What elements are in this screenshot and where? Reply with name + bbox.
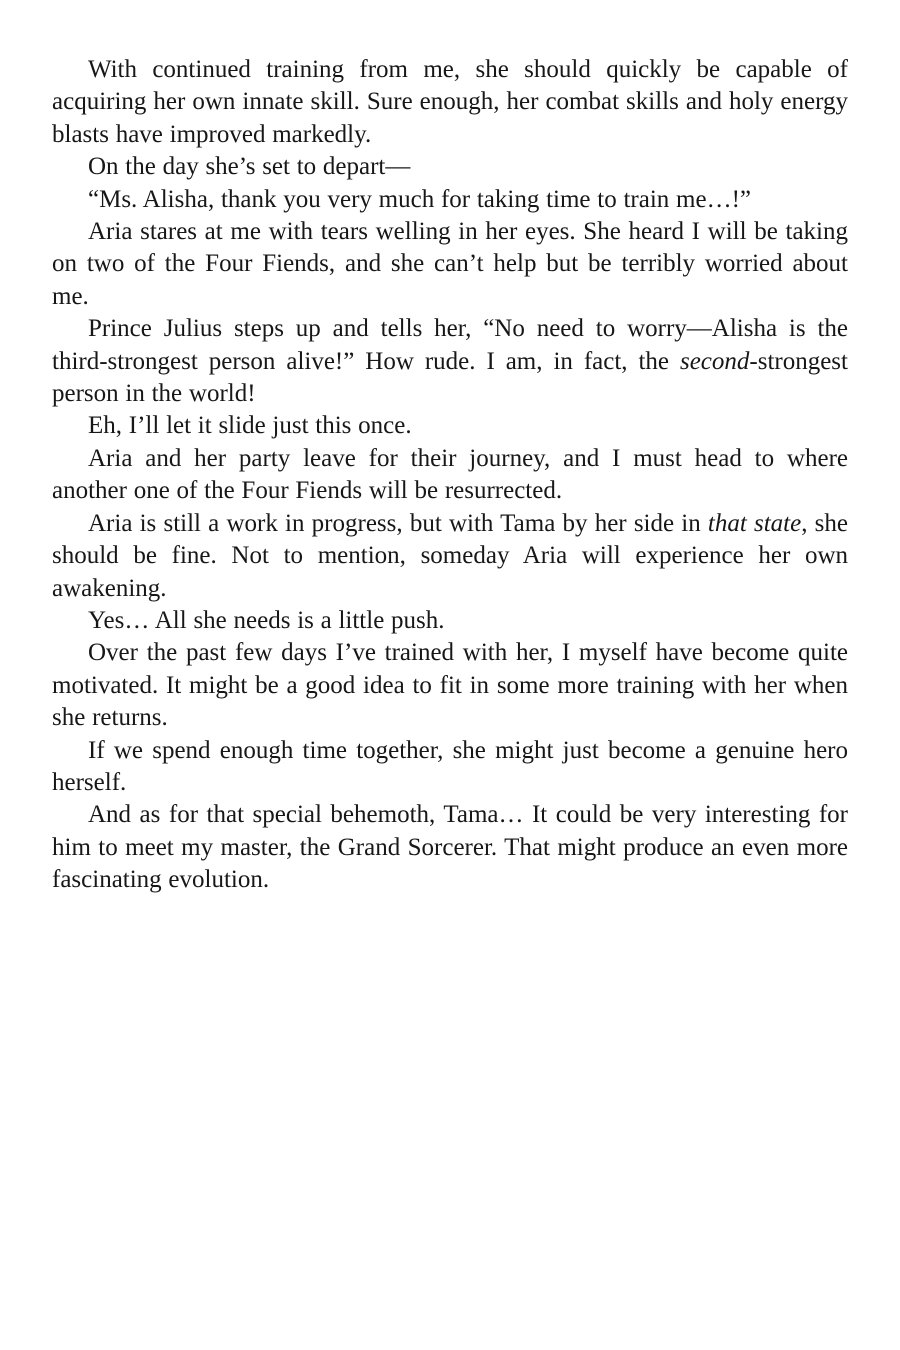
paragraph [52, 443, 848, 508]
text-run: -strongest person in the world! [52, 347, 848, 408]
paragraph [52, 508, 848, 605]
text-run: If we spend enough time together, she might just become a genuine hero herself. [52, 736, 848, 796]
paragraph [52, 184, 848, 216]
paragraph [52, 605, 848, 637]
text-run: Yes… All she needs is a little push. [88, 606, 445, 634]
text-run: Over the past few days I’ve trained with her, I myself have become quite motivated. It might be a good idea to fit in some more training with her when she returns. [52, 639, 848, 732]
text-run: Aria stares at me with tears welling in her eyes. She heard I will be taking on two of the Four Fiends, and she can’t help but be terribly worried about me. [52, 218, 848, 310]
paragraph [52, 410, 848, 442]
paragraph [52, 216, 848, 313]
text-run: “Ms. Alisha, thank you very much for taking time to train me…!” [88, 185, 751, 213]
paragraph [52, 313, 848, 410]
paragraph [52, 735, 848, 800]
paragraph [52, 799, 848, 896]
paragraph [52, 54, 848, 151]
paragraph [52, 151, 848, 183]
text-run: On the day she’s set to depart— [88, 153, 411, 181]
text-column [52, 54, 848, 897]
text-run: Aria and her party leave for their journey, and I must head to where another one of the Four Fiends will be resurrected. [52, 444, 848, 505]
text-run: With continued training from me, she should quickly be capable of acquiring her own innate skill. Sure enough, her combat skills and holy energy blasts have improved markedly. [52, 56, 848, 148]
italic-text-run: that state [707, 509, 802, 537]
text-run: Aria is still a work in progress, but with Tama by her side in [88, 509, 708, 537]
paragraph [52, 637, 848, 734]
italic-text-run: second [679, 347, 750, 375]
text-run: Prince Julius steps up and tells her, “No need to worry—Alisha is the third-strongest person alive!” How rude. I am, in fact, the [52, 315, 848, 375]
text-run: And as for that special behemoth, Tama… It could be very interesting for him to meet my master, the Grand Sorcerer. That might produce an even more fascinating evolution. [52, 801, 848, 894]
text-run: Eh, I’ll let it slide just this once. [88, 412, 412, 440]
text-run: , she should be fine. Not to mention, someday Aria will experience her own awakening. [52, 509, 849, 602]
